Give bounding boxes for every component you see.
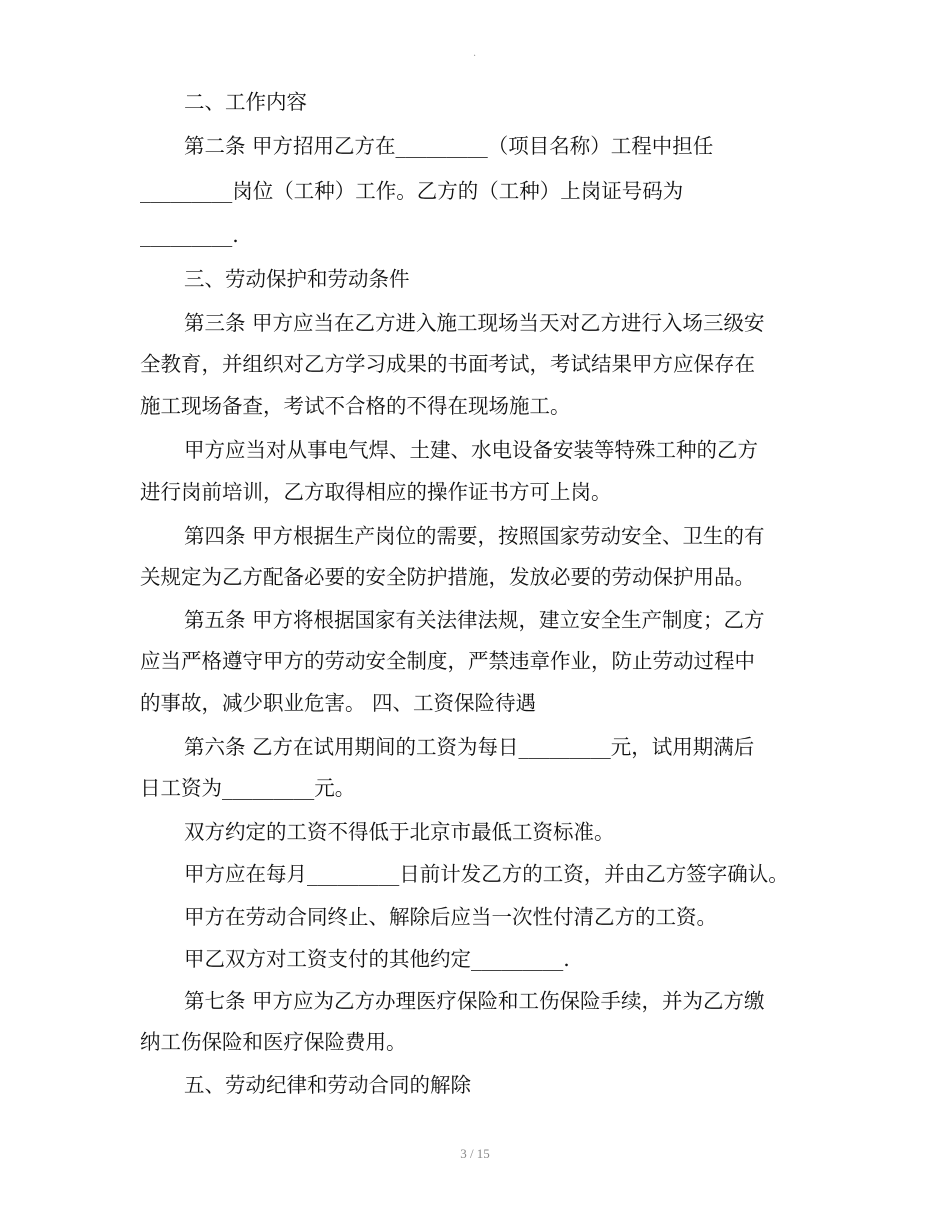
article-4-line-1: 第四条 甲方根据生产岗位的需要，按照国家劳动安全、卫生的有	[184, 524, 765, 548]
article-6-line-1: 第六条 乙方在试用期间的工资为每日_________元，试用期满后	[184, 735, 755, 759]
article-7-line-2: 纳工伤保险和医疗保险费用。	[140, 1030, 407, 1054]
article-3-paragraph-2-line-2: 进行岗前培训，乙方取得相应的操作证书方可上岗。	[140, 480, 612, 504]
wage-payment-date-paragraph: 甲方应在每月_________日前计发乙方的工资，并由乙方签字确认。	[184, 862, 789, 886]
page-number: 3 / 15	[460, 1146, 490, 1161]
section-heading-work-content: 二、工作内容	[184, 90, 307, 114]
article-3-line-2: 全教育，并组织对乙方学习成果的书面考试，考试结果甲方应保存在	[140, 352, 755, 376]
wage-other-agreement-paragraph: 甲乙双方对工资支付的其他约定_________.	[184, 947, 570, 971]
wage-settlement-paragraph: 甲方在劳动合同终止、解除后应当一次性付清乙方的工资。	[184, 905, 717, 929]
section-heading-labor-discipline: 五、劳动纪律和劳动合同的解除	[184, 1073, 471, 1097]
article-2-line-2: _________岗位（工种）工作。乙方的（工种）上岗证号码为	[140, 179, 684, 203]
article-4-line-2: 关规定为乙方配备必要的安全防护措施，发放必要的劳动保护用品。	[140, 565, 755, 589]
article-3-line-1: 第三条 甲方应当在乙方进入施工现场当天对乙方进行入场三级安	[184, 311, 765, 335]
top-mark: .	[473, 48, 477, 59]
article-2-line-1: 第二条 甲方招用乙方在_________（项目名称）工程中担任	[184, 134, 714, 158]
article-2-line-3: _________.	[140, 223, 239, 247]
article-5-line-2: 应当严格遵守甲方的劳动安全制度，严禁违章作业，防止劳动过程中	[140, 649, 755, 673]
article-5-line-1: 第五条 甲方将根据国家有关法律法规，建立安全生产制度；乙方	[184, 608, 765, 632]
article-6-line-2: 日工资为_________元。	[140, 776, 356, 800]
section-heading-labor-protection: 三、劳动保护和劳动条件	[184, 267, 410, 291]
article-7-line-1: 第七条 甲方应为乙方办理医疗保险和工伤保险手续，并为乙方缴	[184, 989, 765, 1013]
article-5-line-3: 的事故，减少职业危害。 四、工资保险待遇	[140, 691, 537, 715]
wage-standard-paragraph: 双方约定的工资不得低于北京市最低工资标准。	[184, 820, 615, 844]
article-3-line-3: 施工现场备查，考试不合格的不得在现场施工。	[140, 394, 571, 418]
article-3-paragraph-2-line-1: 甲方应当对从事电气焊、土建、水电设备安装等特殊工种的乙方	[184, 438, 758, 462]
